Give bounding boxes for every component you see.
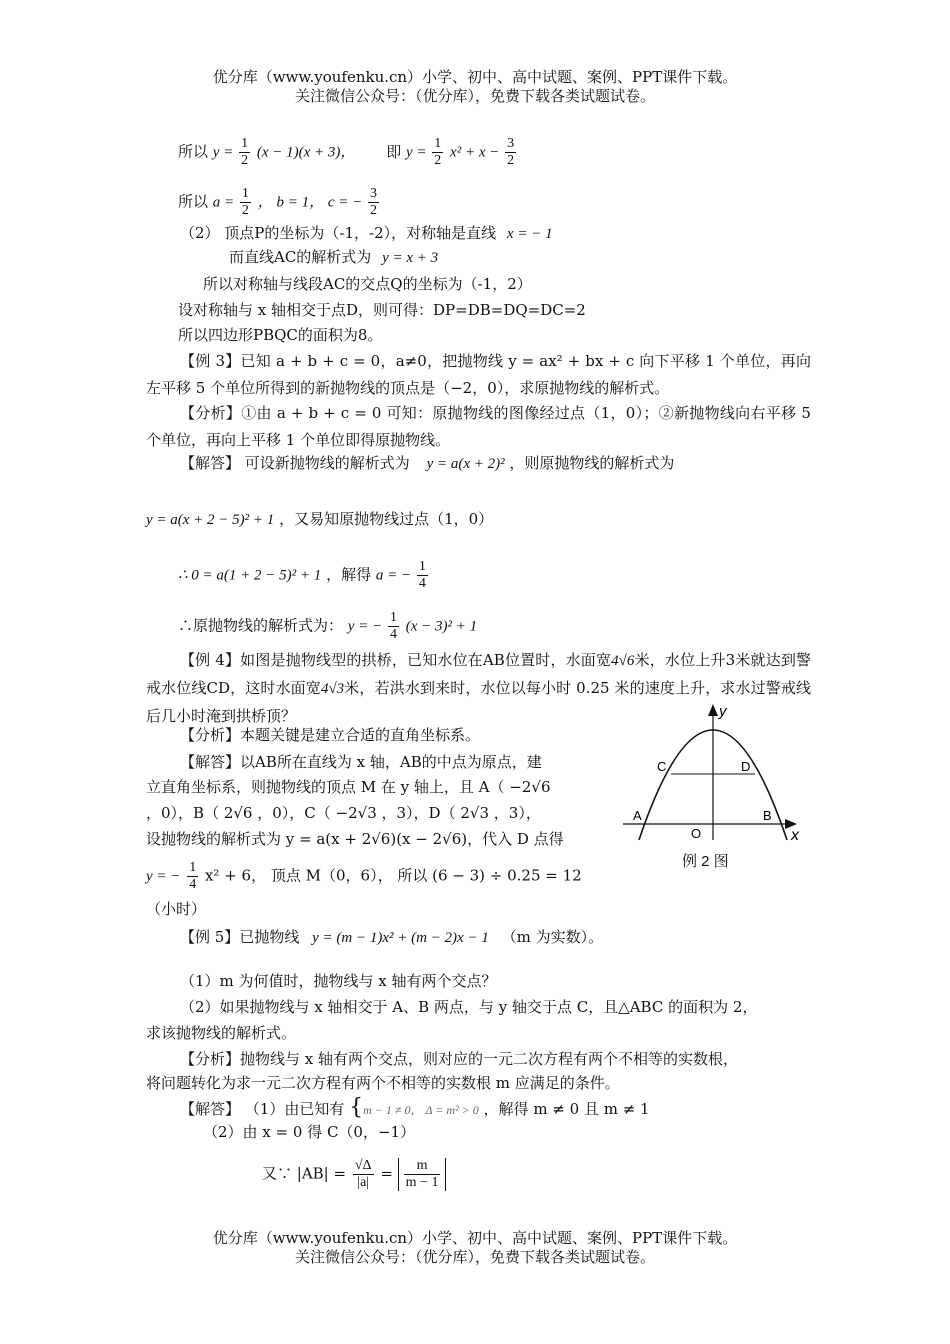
label-x: x [791,827,799,844]
eq-ex5: y = (m − 1)x² + (m − 2)x − 1 [312,930,489,946]
label-y: y [719,703,727,720]
ex5-q1: （1）m 为何值时，抛物线与 x 轴有两个交点？ [180,972,497,990]
ex4-width2: 4√3 [320,681,345,697]
eq-a: a = [212,194,238,211]
eq-substitute: ∴ 0 = a(1 + 2 − 5)² + 1 [178,567,322,584]
arch-bridge-figure [615,700,815,850]
frac-den: 2 [241,203,249,218]
frac-den: |a| [357,1175,370,1190]
part2-line2 [229,246,438,269]
ex4-answer-l5-tail: x² + 6， 顶点 M（0，6）， 所以 (6 − 3) ÷ 0.25 = 12 [204,866,582,885]
ex3-answer-line3 [178,559,430,592]
frac-delta [353,1158,374,1191]
frac-den: 2 [434,153,442,168]
ex3-answer1-tail: ，则原抛物线的解析式为 [509,454,675,472]
ex4-answer-tag: 【解答】 [180,753,241,771]
ex3-answer1: 可设新抛物线的解析式为 [244,454,410,472]
frac-den: 4 [189,877,197,892]
frac-half [239,136,250,169]
ex5-analysis-tag: 【分析】 [180,1050,241,1068]
ex4-answer-l3: ，0），B（ 2√6 ，0），C（ −2√3 ，3），D（ 2√3 ，3）， [146,804,541,822]
eq-axis: x = − 1 [506,226,553,242]
ex4-answer-l5 [146,860,582,893]
frac-num: 1 [241,136,249,151]
ex4-text3: 米，若洪水到来时，水位以每小时 0.25 米的速度上升，求水过警戒线后几小时淹到拱桥顶？ [146,679,811,725]
frac-three-halves [505,136,516,169]
ex3-analysis [146,400,811,454]
ex3-analysis-text: ①由 a + b + c = 0 可知：原抛物线的图像经过点（1，0）；②新抛物线向右平移 5 个单位，再向上平移 1 个单位即得原抛物线。 [146,404,811,449]
ex5-answer3-mid: = [380,1164,398,1183]
ex5-problem [180,926,603,949]
ex5-text: 已抛物线 [239,928,300,946]
frac-num: 1 [241,186,249,201]
ex5-answer-tag: 【解答】 [180,1100,241,1118]
page-header-line2: 关注微信公众号：（优分库），免费下载各类试题试卷。 [294,87,655,105]
eq-ac: y = x + 3 [382,250,439,266]
frac-a-value [417,559,428,592]
frac-num: 3 [507,136,515,151]
part2-text2: 而直线AC的解析式为 [229,248,372,266]
frac-den: m − 1 [405,1175,439,1190]
text-suoyi: 所以 [178,142,209,161]
text-suoyi: 所以 [178,192,209,211]
ex5-answer1: （1）由已知有 [244,1100,345,1118]
ex4-tag: 【例 4】 [180,651,241,669]
ex5-analysis-l1 [180,1048,738,1070]
eq-factored: (x − 1)(x + 3)， [256,144,356,161]
frac-c [368,186,379,219]
eq-original-parabola: y = a(x + 2 − 5)² + 1 [146,512,275,528]
ex3-answer2-tail: ，又易知原抛物线过点（1，0） [279,510,494,528]
ex5-analysis-l2: 将问题转化为求一元二次方程有两个不相等的实数根 m 应满足的条件。 [146,1074,620,1092]
ex5-answer-l1 [180,1097,650,1121]
eq-final-tail: (x − 3)² + 1 [405,618,478,635]
ex3-answer-line1 [180,452,674,475]
ex5-answer-l3 [262,1158,446,1191]
eq-y2: y = [405,144,431,161]
ex5-q2b: 求该抛物线的解析式。 [146,1024,297,1042]
frac-num: m [404,1158,441,1175]
ex5-answer1-tail: ，解得 m ≠ 0 且 m ≠ 1 [483,1100,650,1118]
ex4-answer-l6: （小时） [146,900,207,918]
ex3-problem [146,348,811,402]
page-footer-line2: 关注微信公众号：（优分库），免费下载各类试题试卷。 [294,1248,655,1266]
ex4-width1: 4√6 [611,653,635,669]
ex4-analysis-text: 本题关键是建立合适的直角坐标系。 [240,726,481,744]
line-suoyi-1 [178,136,518,169]
ex4-answer-l2: 立直角坐标系，则抛物线的顶点 M 在 y 轴上，且 A（ −2√6 [146,778,551,796]
label-c: C [657,759,667,774]
ex5-tail: （m 为实数）。 [501,928,604,946]
eq-parabola-prefix: y = − [146,868,181,885]
page-footer-line1: 优分库（www.youfenku.cn）小学、初中、高中试题、案例、PPT课件下载。 [212,1229,738,1247]
frac-num: √Δ [354,1158,372,1173]
ex5-tag: 【例 5】 [180,928,240,946]
frac-den: 4 [418,576,426,591]
frac-final [388,610,399,643]
ex4-text1: 如图是抛物线型的拱桥，已知水位在AB位置时，水面宽 [240,651,612,669]
ex5-q2a: （2）如果抛物线与 x 轴相交于 A、B 两点，与 y 轴交于点 C，且△ABC 的面积为 2， [180,998,758,1016]
ex4-analysis [180,724,480,746]
ex3-analysis-tag: 【分析】 [180,404,242,422]
ex4-text2: 米，水位上升3米就达到警戒水位线CD，这时水面宽 [146,651,811,697]
ex4-answer-l1-text: 以AB所在直线为 x 轴，AB的中点为原点，建 [240,753,542,771]
label-d: D [741,759,751,774]
frac-num: 3 [369,186,377,201]
part2-line5: 所以四边形PBQC的面积为8。 [178,326,383,344]
frac-m [404,1158,441,1191]
eq-expanded: x² + x − [450,144,504,161]
figure-caption: 例 2 图 [682,853,729,870]
part2-line4: 设对称轴与 x 轴相交于点D，则可得：DP=DB=DQ=DC=2 [178,301,586,319]
frac-den: 2 [507,153,515,168]
ex4-answer-l1 [180,751,542,773]
frac-num: 1 [434,136,442,151]
part2-line1 [180,222,553,245]
ex4-answer-l4: 设抛物线的解析式为 y = a(x + 2√6)(x − 2√6)，代入 D 点得 [146,830,564,848]
page-header-line1: 优分库（www.youfenku.cn）小学、初中、高中试题、案例、PPT课件下载。 [212,68,738,86]
line-suoyi-2 [178,186,381,219]
ex3-text: 已知 a + b + c = 0，a≠0，把抛物线 y = ax² + bx + c 向下平移 1 个单位，再向左平移 5 个单位所得到的新抛物线的顶点是（−2，0），求原抛物线的解析式。 [146,352,811,397]
ex4-analysis-tag: 【分析】 [180,726,241,744]
frac-num: 1 [389,610,397,625]
label-a: A [633,808,642,823]
frac-num: 1 [418,559,426,574]
frac-num: 1 [189,860,197,875]
eq-b-c: ， b = 1， c = − [257,194,366,211]
brace-icon: { [349,1095,364,1120]
ex3-answer4-pre: ∴原抛物线的解析式为： [178,616,344,635]
ex5-answer-l2: （2）由 x = 0 得 C（0，−1） [203,1123,416,1141]
frac-quarter [187,860,198,893]
ex3-answer-tag: 【解答】 [180,454,241,472]
label-o: O [691,826,702,841]
frac-a [240,186,251,219]
ex3-answer-line4 [178,610,477,643]
frac-half-2 [432,136,443,169]
eq-system: m − 1 ≠ 0， Δ = m² > 0 [363,1103,479,1117]
frac-den: 2 [241,153,249,168]
eq-a-value: a = − [375,567,415,584]
frac-den: 4 [389,627,397,642]
label-b: B [763,808,772,823]
frac-den: 2 [369,203,377,218]
ex3-tag: 【例 3】 [180,352,241,370]
eq-y: y = [212,144,238,161]
part2-text1: （2） 顶点P的坐标为（-1，-2），对称轴是直线 [180,224,497,242]
ex3-answer3-tail: ，解得 [326,565,372,584]
ex5-analysis1: 抛物线与 x 轴有两个交点，则对应的一元二次方程有两个不相等的实数根， [240,1050,739,1068]
ex3-answer-line2 [146,508,493,531]
text-ji: 即 [386,142,402,161]
eq-final: y = − [347,618,386,635]
ex5-answer3-pre: 又∵ |AB| = [262,1164,351,1183]
part2-line3: 所以对称轴与线段AC的交点Q的坐标为（-1，2） [203,275,532,293]
abs-value [398,1158,447,1191]
y-axis-arrow-icon [708,704,718,716]
eq-new-parabola: y = a(x + 2)² [426,456,505,472]
